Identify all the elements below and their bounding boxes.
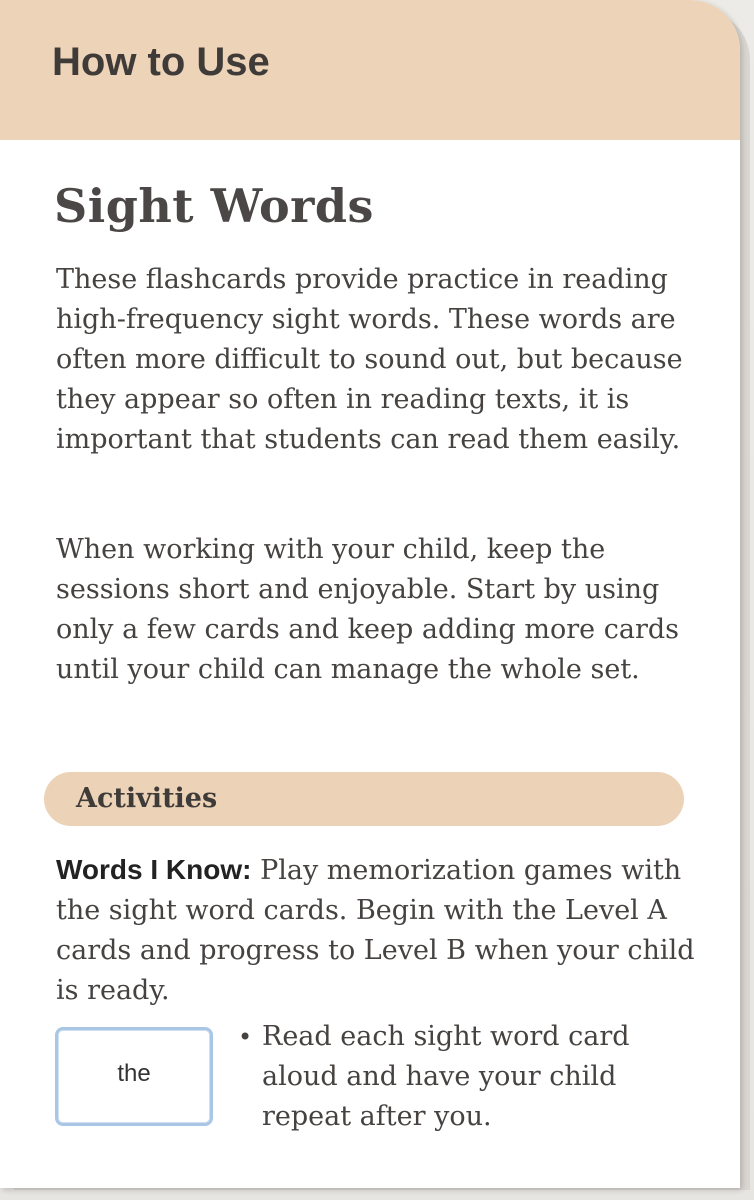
bullet-item: [238, 1017, 678, 1137]
tips-paragraph: When working with your child, keep the sessions short and enjoyable. Start by using only a few cards and keep adding more cards until your child can manage the whole set.: [56, 534, 679, 685]
activities-label: Activities: [76, 783, 218, 814]
activity-description: Play memorization games with the sight word cards. Begin with the Level A cards and progress to Level B when your child is ready.: [56, 855, 695, 1006]
activities-banner: [44, 772, 684, 826]
bullet-icon: •: [238, 1023, 253, 1051]
header-band: [0, 0, 740, 140]
intro-paragraph: These flashcards provide practice in reading high-frequency sight words. These words are often more difficult to sound out, but because they appear so often in reading texts, it is important that students can read them easily.: [56, 264, 683, 455]
activity-title: Words I Know:: [56, 854, 252, 885]
page-title: Sight Words: [54, 179, 374, 233]
bullet-item-text: Read each sight word card aloud and have your child repeat after you.: [262, 1021, 630, 1132]
sample-sight-word-card: [55, 1027, 213, 1126]
sample-card-word: the: [117, 1060, 151, 1087]
header-title: How to Use: [52, 40, 270, 84]
words-i-know-activity: [56, 850, 696, 1011]
